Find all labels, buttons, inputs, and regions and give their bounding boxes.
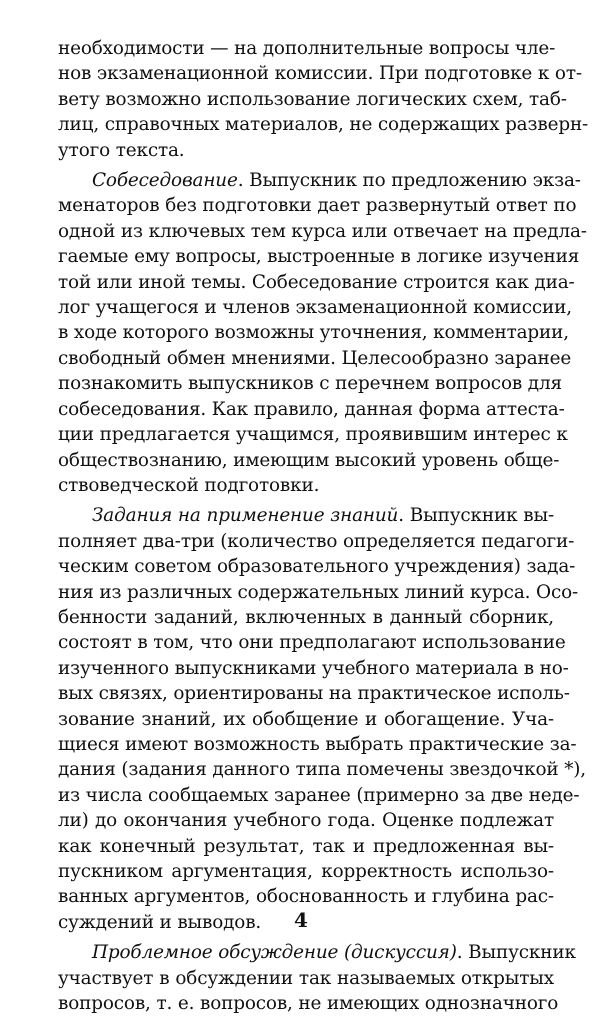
text-line: обществознанию, имеющим высокий уровень обще-	[58, 449, 560, 471]
text-line	[58, 168, 581, 193]
paragraph-tasks	[58, 503, 586, 935]
term-interview: Собеседование	[92, 170, 238, 192]
text-fragment: . Выпускник по предложению экза-	[237, 170, 581, 192]
text-line: ванных аргументов, обоснованность и глубина рас-	[58, 886, 554, 908]
text-line: вых связях, ориентированы на практическое исполь-	[58, 683, 570, 705]
text-line: щиеся имеют возможность выбрать практические за-	[58, 733, 577, 755]
text-line: пускником аргументация, корректность использо-	[58, 861, 554, 882]
text-line: менаторов без подготовки дает развернутый ответ по	[58, 195, 577, 217]
paragraph-interview	[58, 168, 587, 498]
text-line	[58, 503, 554, 528]
text-line: познакомить выпускников с перечнем вопросов для	[58, 373, 562, 395]
text-fragment: . Выпускник вы-	[398, 505, 555, 527]
body-text	[58, 36, 589, 1016]
text-line: одной из ключевых тем курса или отвечает на предла-	[58, 220, 587, 242]
text-line: дания (задания данного типа помечены звездочкой *),	[58, 759, 586, 781]
text-line: собеседования. Как правило, данная форма аттеста-	[58, 398, 565, 420]
text-line: из числа сообщаемых заранее (примерно за две неде-	[58, 784, 580, 806]
text-line: лиц, справочных материалов, не содержащих разверн-	[58, 114, 589, 136]
text-line: участвует в обсуждении так называемых открытых	[58, 967, 554, 989]
text-line: ции предлагается учащимся, проявившим интерес к	[58, 424, 568, 446]
text-fragment: . Выпускник	[456, 942, 576, 964]
text-line: полняет два-три (количество определяется педагоги-	[58, 530, 575, 552]
text-line: нов экзаменационной комиссии. При подготовке к от-	[58, 63, 582, 85]
text-line: ли) до окончания учебного года. Оценке подлежат	[58, 810, 554, 832]
term-discussion: Проблемное обсуждение (дискуссия)	[92, 942, 457, 964]
paragraph-discussion	[58, 940, 576, 1016]
text-line: необходимости — на дополнительные вопросы чле-	[58, 38, 556, 59]
text-line: в ходе которого возможны уточнения, комментарии,	[58, 322, 569, 344]
text-line: состоят в том, что они предполагают использование	[58, 632, 566, 654]
text-line: изученного выпускниками учебного материала в но-	[58, 657, 569, 679]
text-line: утого текста.	[58, 139, 185, 161]
text-line: гаемые ему вопросы, выстроенные в логике изучения	[58, 246, 580, 268]
text-line: вопросов, т. е. вопросов, не имеющих однозначного	[58, 993, 559, 1015]
text-line: ния из различных содержательных линий курса. Осо-	[58, 581, 579, 603]
text-line	[58, 940, 576, 965]
text-line: той или иной темы. Собеседование строится как диа-	[58, 271, 575, 293]
term-tasks: Задания на применение знаний	[92, 505, 399, 527]
text-line: бенности заданий, включенных в данный сборник,	[58, 606, 554, 628]
text-line: зование знаний, их обобщение и обогащение. Уча-	[58, 708, 554, 730]
text-line: лог учащегося и членов экзаменационной комиссии,	[58, 297, 572, 319]
text-line: суждений и выводов.	[58, 911, 262, 933]
page-number: 4	[294, 908, 308, 932]
text-line: свободный обмен мнениями. Целесообразно заранее	[58, 347, 572, 369]
text-line: ческим советом образовательного учреждения) зада-	[58, 556, 576, 578]
text-line: как конечный результат, так и предложенная вы-	[58, 835, 554, 857]
text-line: ствоведческой подготовки.	[58, 474, 320, 496]
paragraph-continuation	[58, 36, 589, 163]
text-line: вету возможно использование логических схем, таб-	[58, 88, 567, 110]
